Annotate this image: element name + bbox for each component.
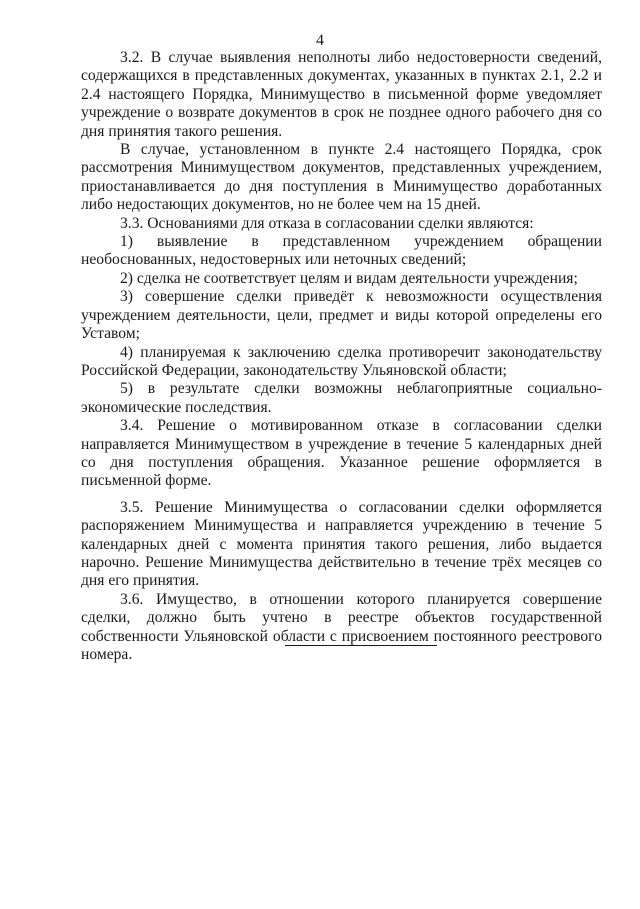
paragraph-3-5: 3.5. Решение Минимущества о согласовании сделки оформляется распоряжением Минимущества и направляется учреждению в течение 5 календарных дней с момента принятия такого решения, либо выдается нарочно. Решение Минимущества действительно в течение трёх месяцев со дня его принятия. xyxy=(81,498,602,590)
list-item-3: 3) совершение сделки приведёт к невозможности осуществления учреждением деятельности, цели, предмет и виды которой определены его Уставом; xyxy=(81,288,602,343)
list-item-5: 5) в результате сделки возможны неблагоприятные социально-экономические последствия. xyxy=(81,380,602,416)
paragraph-3-6: 3.6. Имущество, в отношении которого планируется совершение сделки, должно быть учтено в реестре объектов государственной собственности Ульяновской области с присвоением постоянного реестрового номера. xyxy=(81,590,602,663)
paragraph-3-3: 3.3. Основаниями для отказа в согласовании сделки являются: xyxy=(120,214,534,232)
paragraph-3-2: 3.2. В случае выявления неполноты либо недостоверности сведений, содержащихся в представленных документах, указанных в пунктах 2.1, 2.2 и 2.4 настоящего Порядка, Минимущество в письменной форме уведомляет учреждение о возврате документов в срок не позднее одного рабочего дня со дня принятия такого решения. xyxy=(81,49,602,140)
paragraph-3-4: 3.4. Решение о мотивированном отказе в согласовании сделки направляется Минимуществом в учреждение в течение 5 календарных дней со дня поступления обращения. Указанное решение оформляется в письменной форме. xyxy=(81,417,602,490)
list-item-1: 1) выявление в представленном учреждением обращении необоснованных, недостоверных или неточных сведений; xyxy=(81,233,602,269)
document-body xyxy=(81,49,602,664)
paragraph-3-2-continuation: В случае, установленном в пункте 2.4 настоящего Порядка, срок рассмотрения Минимуществом документов, представленных учреждением, приостанавливается до дня поступления в Минимущество доработанных либо недостающих документов, но не более чем на 15 дней. xyxy=(81,141,602,214)
list-item-2: 2) сделка не соответствует целям и видам деятельности учреждения; xyxy=(120,269,578,287)
list-item-4: 4) планируемая к заключению сделка противоречит законодательству Российской Федерации, законодательству Ульяновской области; xyxy=(81,343,602,379)
page-number: 4 xyxy=(316,32,324,49)
closing-divider-line xyxy=(285,645,437,646)
